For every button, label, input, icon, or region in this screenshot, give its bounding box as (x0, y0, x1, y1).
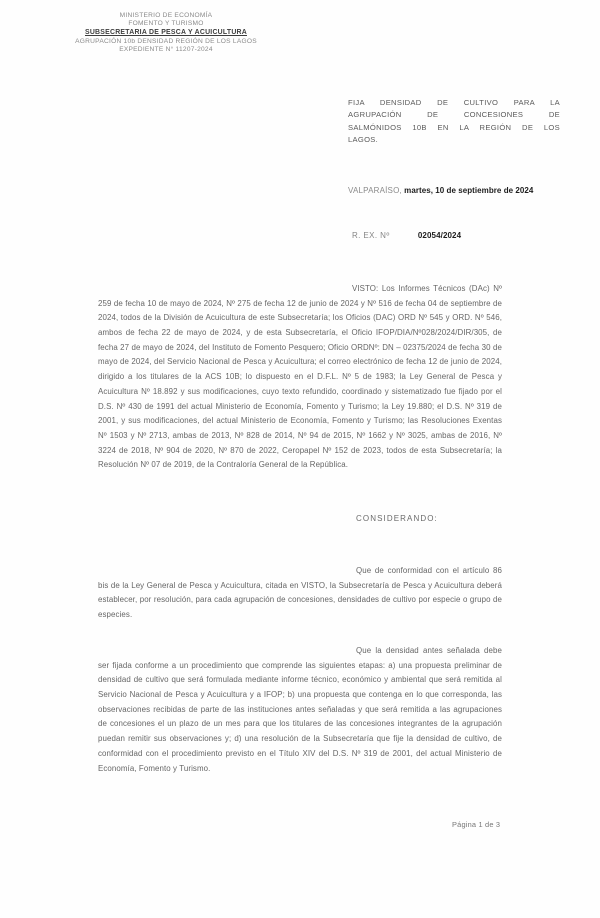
considerando-2-text: Que la densidad antes señalada debe ser fijada conforme a un procedimiento que comprende las siguientes etapas: a) una propuesta preliminar de densidad de cultivo que será formulada mediante informe técnico, económico y ambiental que será remitida al Servicio Nacional de Pesca y Acuicultura y a IFOP; b) una propuesta que contenga en lo que corresponda, las observaciones recibidas de parte de las instituciones antes señaladas y que será remitida a las agrupaciones de concesiones el un plazo de un mes para que los titulares de las concesiones integrantes de la agrupación puedan remitir sus observaciones y; d) una resolución de la Subsecretaría que fije la densidad de cultivo, de conformidad con el procedimiento previsto en el Título XIV del D.S. Nº 319 de 2001, del actual Ministerio de Economía, Fomento y Turismo. (98, 645, 502, 773)
considerando-1-text: Que de conformidad con el artículo 86 bis de la Ley General de Pesca y Acuicultura, citada en VISTO, la Subsecretaría de Pesca y Acuicultura deberá establecer, por resolución, para cada agrupación de concesiones, densidades de cultivo por especie o grupo de especies. (98, 565, 502, 619)
letterhead-ministry-line1: MINISTERIO DE ECONOMÍA (119, 12, 213, 19)
visto-paragraph (98, 282, 502, 473)
place-date-line (348, 186, 533, 195)
visto-text: VISTO: Los Informes Técnicos (DAc) Nº 259 de fecha 10 de mayo de 2024, Nº 275 de fecha 12 de junio de 2024 y Nº 516 de fecha 04 de septiembre de 2024, todos de la División de Acuicultura de este Subsecretaría; los Oficios (DAC) ORD Nº 545 y ORD. Nº 546, ambos de fecha 22 de mayo de 2024, y de esta Subsecretaría, el Oficio IFOP/DIA/Nº028/2024/DIR/305, de fecha 27 de mayo de 2024, del Instituto de Fomento Pesquero; Oficio ORDNº: DN – 02375/2024 de fecha 30 de mayo de 2024, del Servicio Nacional de Pesca y Acuicultura; el correo electrónico de fecha 12 de junio de 2024, dirigido a los titulares de la ACS 10B; lo dispuesto en el D.F.L. Nº 5 de 1983; la Ley General de Pesca y Acuicultura Nº 18.892 y sus modificaciones, cuyo texto refundido, coordinado y sistematizado fue fijado por el D.S. Nº 430 de 1991 del actual Ministerio de Economía, Fomento y Turismo; la Ley 19.880; el D.S. Nº 319 de 2001, y sus modificaciones, del actual Ministerio de Economía, Fomento y Turismo; las Resoluciones Exentas Nº 1503 y Nº 2713, ambas de 2013, Nº 828 de 2014, Nº 94 de 2015, Nº 1662 y Nº 3025, ambas de 2016, Nº 3224 de 2018, Nº 904 de 2020, Nº 870 de 2022, Ceropapel Nº 152 de 2023, todos de esta Subsecretaría; la Resolución Nº 07 de 2019, de la Contraloría General de la República. (98, 283, 502, 470)
letterhead-expediente: EXPEDIENTE N° 11207-2024 (119, 46, 213, 54)
title-line-2: AGRUPACIÓN DE CONCESIONES DE (348, 110, 560, 120)
date-value: martes, 10 de septiembre de 2024 (404, 186, 534, 195)
resolution-label: R. EX. Nº (352, 231, 390, 240)
resolution-number-line (352, 231, 461, 240)
letterhead-agrupacion: AGRUPACIÓN 10b DENSIDAD REGIÓN DE LOS LAGOS (75, 37, 257, 45)
page-footer: Página 1 de 3 (452, 820, 501, 829)
title-line-3: SALMÓNIDOS 10B EN LA REGIÓN DE LOS (348, 122, 560, 132)
visto-section (98, 274, 502, 473)
title-line-1: FIJA DENSIDAD DE CULTIVO PARA LA (348, 98, 560, 107)
considerando-paragraph-1 (98, 564, 502, 623)
letterhead-subsecretaria: SUBSECRETARIA DE PESCA Y ACUICULTURA (84, 28, 247, 36)
considerando-paragraph-2 (98, 644, 502, 776)
place-label: VALPARAÍSO, (348, 186, 402, 195)
title-line-4: LAGOS. (348, 134, 379, 144)
resolution-number: 02054/2024 (417, 231, 462, 240)
letterhead-ministry-line2: FOMENTO Y TURISMO (128, 20, 204, 28)
considerando-heading: CONSIDERANDO: (356, 514, 438, 523)
letterhead (46, 12, 286, 55)
document-title (348, 97, 560, 146)
